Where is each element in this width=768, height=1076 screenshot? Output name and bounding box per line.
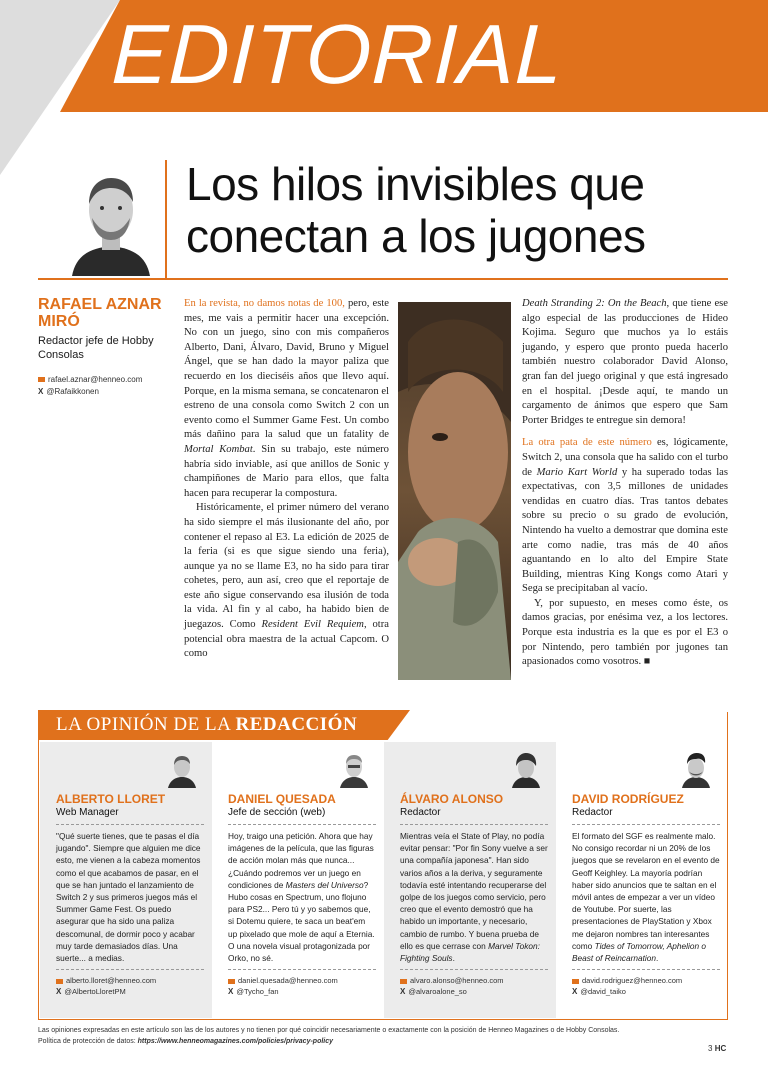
- paragraph-text: Históricamente, el primer número del verano ha sido siempre el más ilusionante del año, por contener el repaso al E3. La edición de 2025 de la feria (si es que sigue siendo una feria), aunque ya no se llame E3, no ha sido para tirar cohetes, pero, aun así, creo que el reportaje de este año sigue conservando esa ilusión de toda la vida. Al fin y al cabo, ha habido bien de juegazos. Como: [184, 502, 389, 631]
- staff-name: DAVID RODRÍGUEZ: [572, 792, 684, 806]
- staff-social[interactable]: @david_taiko: [580, 987, 626, 997]
- avatar: [338, 750, 370, 788]
- staff-email[interactable]: alberto.lloret@henneo.com: [66, 976, 157, 986]
- paragraph-text: pero, este mes, me vais a permitir hacer una excepción. No con un juego, sino con mis compañeros Alberto, Dani, Álvaro, David, Bruno y Miguel Ángel, que se han dado la mayor paliza que recuerdo en los dieciséis años que llevo aquí. Porque, en la misma semana, se concatenaron el estreno de una consola como Switch 2 con un evento como el Summer Game Fest. Un combo más dañino para la salud que un fatality de: [184, 298, 389, 441]
- opinion-text: Hoy, traigo una petición. Ahora que hay imágenes de la película, que las figuras de acción molan más que nunca... ¿Cuándo podremos ver un juego en condiciones de: [228, 831, 374, 890]
- staff-contact: [572, 975, 720, 997]
- privacy-line: [38, 1037, 728, 1048]
- mail-icon: [572, 979, 579, 984]
- article-photo: [398, 302, 511, 680]
- staff-name: ÁLVARO ALONSO: [400, 792, 504, 806]
- divider: [400, 824, 548, 825]
- paragraph-text: y ha superado todas las expectativas, con 3,5 millones de unidades vendidas en cuatro días. Tras tantos debates sobre su precio o su grado de evolución, Nintendo ha vuelto a demostrar que domina este arte como nadie, tras más de 40 años aguantando en lo alto del Empire State Building, mientras King Kongs como Atari y Sega se precipitaban al vacío.: [522, 466, 728, 595]
- avatar: [680, 750, 712, 788]
- paragraph: [522, 297, 728, 428]
- paragraph: [184, 501, 389, 662]
- divider: [572, 969, 720, 970]
- author-email[interactable]: rafael.aznar@henneo.com: [48, 375, 143, 384]
- game-title: Masters del Universo: [285, 879, 364, 890]
- game-title: Death Stranding 2: On the Beach: [522, 298, 667, 309]
- opinion-card-david: [556, 742, 726, 1018]
- page-brand: HC: [714, 1044, 727, 1053]
- paragraph-text: , otra potencial obra maestra de la actual Capcom. O como: [184, 619, 389, 660]
- paragraph-text: , que tiene ese algo especial de las producciones de Hideo Kojima. Seguro que muchos ya lo estáis jugando, y espero que pronto pueda hacerlo también nuestro colaborador David Alonso, gran fan del juego original y que está ingresado en el hospital. ¡Desde aquí, te mando un cargamento de ánimos que espero que Sam Porter Bridges te entregue sin demora!: [522, 298, 728, 426]
- paragraph: Y, por supuesto, en meses como éste, os damos gracias, por enésima vez, a los lectores. Porque esta industria es la que es por el E3 o por Nintendo, pero también por jugones tan apasionados como vosotros. ■: [522, 597, 728, 668]
- paragraph-text: . Sin su trabajo, este número habría sido inviable, así que anillos de Sonic y champiñones de Mario para ellos, que falta hacen para recuperar la compostura.: [184, 443, 389, 499]
- opinion-card-alvaro: [384, 742, 556, 1018]
- game-title: Marvel Tokon: Fighting Souls: [400, 940, 540, 964]
- opinion-text: .: [452, 953, 455, 964]
- privacy-label: Política de protección de datos:: [38, 1037, 138, 1045]
- staff-name: DANIEL QUESADA: [228, 792, 336, 806]
- horizontal-rule: [38, 278, 728, 280]
- x-icon: X: [400, 987, 406, 997]
- opinion-card-alberto: [40, 742, 212, 1018]
- staff-email[interactable]: alvaro.alonso@henneo.com: [410, 976, 504, 986]
- staff-opinion: "Qué suerte tienes, que te pasas el día jugando". Siempre que alguien me dice esto, me vienen a la cabeza momentos como el que acabamos de pasar, en el que se han juntado el lanzamiento de Switch 2 y sus primeros juegos más el Summer Game Fest. Os puedo asegurar que ha sido una paliza descomunal, de dormir poco y acabar muy tarde demasiados días. Una suerte... a medias.: [56, 831, 201, 964]
- staff-role: Redactor: [400, 807, 441, 818]
- author-photo: [62, 162, 160, 276]
- paragraph-text: es, lógicamente, Switch 2, una consola que ha salido con el turbo de: [522, 437, 729, 478]
- staff-role: Redactor: [572, 807, 613, 818]
- vertical-rule: [165, 160, 167, 280]
- article-column-1: [184, 297, 389, 662]
- divider: [400, 969, 548, 970]
- privacy-link[interactable]: https://www.henneomagazines.com/policies/privacy-policy: [137, 1037, 334, 1045]
- section-title: EDITORIAL: [110, 7, 565, 101]
- paragraph: [184, 297, 389, 501]
- staff-opinion: [400, 830, 548, 964]
- staff-social[interactable]: @Tycho_fan: [236, 987, 279, 997]
- staff-email[interactable]: david.rodriguez@henneo.com: [582, 976, 683, 986]
- staff-email[interactable]: daniel.quesada@henneo.com: [238, 976, 338, 986]
- divider: [228, 969, 376, 970]
- staff-contact: [56, 975, 204, 997]
- x-icon: X: [572, 987, 578, 997]
- opinion-title: [56, 714, 357, 736]
- game-title: Tides of Tomorrow, Aphelion o Beast of Reincarnation: [572, 940, 706, 964]
- author-contact: [38, 374, 142, 398]
- staff-social[interactable]: @alvaroalone_so: [408, 987, 467, 997]
- staff-contact: [400, 975, 548, 997]
- mail-icon: [38, 377, 45, 382]
- staff-social[interactable]: @AlbertoLloretPM: [64, 987, 126, 997]
- opinion-card-daniel: [212, 742, 384, 1018]
- x-icon: X: [56, 987, 62, 997]
- opinion-text: Mientras veía el State of Play, no podía evitar pensar: "Por fin Sony vuelve a ser una compañía japonesa". Han sido varios años a la deriva, y seguramente todavía esté intentando recuperarse del golpe de los juegos como servicio, pero creo que el evento demostró que ha habido un importante, y necesario, cambio de rumbo. Y buena prueba de ello es que cerrase con: [400, 831, 548, 951]
- opinion-text: El formato del SGF es realmente malo. No consigo recordar ni un 20% de los juegos que se revelaron en el evento de Geoff Keighley. La mayoría podrían haber sido anuncios que te saltan en el móvil antes de empezar a ver un vídeo de Youtube. Por suerte, las presentaciones de PlayStation y Xbox me dejaron nombres tan interesantes como: [572, 831, 720, 951]
- opinion-text: .: [655, 953, 659, 964]
- divider: [228, 824, 376, 825]
- author-role: Redactor jefe de Hobby Consolas: [38, 335, 154, 361]
- article-headline: Los hilos invisibles que conectan a los jugones: [186, 158, 646, 262]
- game-title: Resident Evil Requiem: [261, 619, 364, 631]
- author-name: RAFAEL AZNAR MIRÓ: [38, 296, 162, 330]
- opinion-title-plain: LA OPINIÓN DE LA: [56, 714, 236, 735]
- mail-icon: [400, 979, 407, 984]
- staff-opinion: [572, 830, 720, 964]
- lead-in: En la revista, no damos notas de 100,: [184, 298, 345, 309]
- staff-contact: [228, 975, 376, 997]
- staff-name: ALBERTO LLORET: [56, 792, 166, 806]
- game-title: Mortal Kombat: [184, 443, 253, 455]
- page-number-value: 3: [708, 1044, 713, 1053]
- staff-role: Jefe de sección (web): [228, 807, 326, 818]
- article-column-3: [522, 297, 728, 670]
- divider: [56, 824, 204, 825]
- page-number: [708, 1044, 726, 1053]
- mail-icon: [228, 979, 235, 984]
- x-icon: X: [38, 387, 44, 396]
- mail-icon: [56, 979, 63, 984]
- avatar: [510, 750, 542, 788]
- x-icon: X: [228, 987, 234, 997]
- lead-in: La otra pata de este número: [522, 437, 652, 449]
- paragraph: [522, 436, 728, 597]
- disclaimer: Las opiniones expresadas en este artículo son las de los autores y no tienen por qué coincidir necesariamente o exactamente con la posición de Henneo Magazines o de Hobby Consolas.: [38, 1027, 620, 1034]
- divider: [56, 969, 204, 970]
- opinion-text: ? Hubo cosas en Spectrum, uno flojuno para PS2... Pero tú y yo sabemos que, si Dotemu quiere, te saca un beat'em up pixelado que mole de aquí a Eternia. O una novela visual protagonizada por Orko, no sé.: [228, 879, 375, 964]
- staff-role: Web Manager: [56, 807, 119, 818]
- game-title: Mario Kart World: [536, 466, 618, 478]
- footer: [38, 1026, 728, 1047]
- opinion-title-bold: REDACCIÓN: [235, 714, 358, 735]
- avatar: [166, 750, 198, 788]
- staff-opinion: [228, 830, 376, 964]
- divider: [572, 824, 720, 825]
- author-social[interactable]: @Rafaikkonen: [46, 387, 99, 396]
